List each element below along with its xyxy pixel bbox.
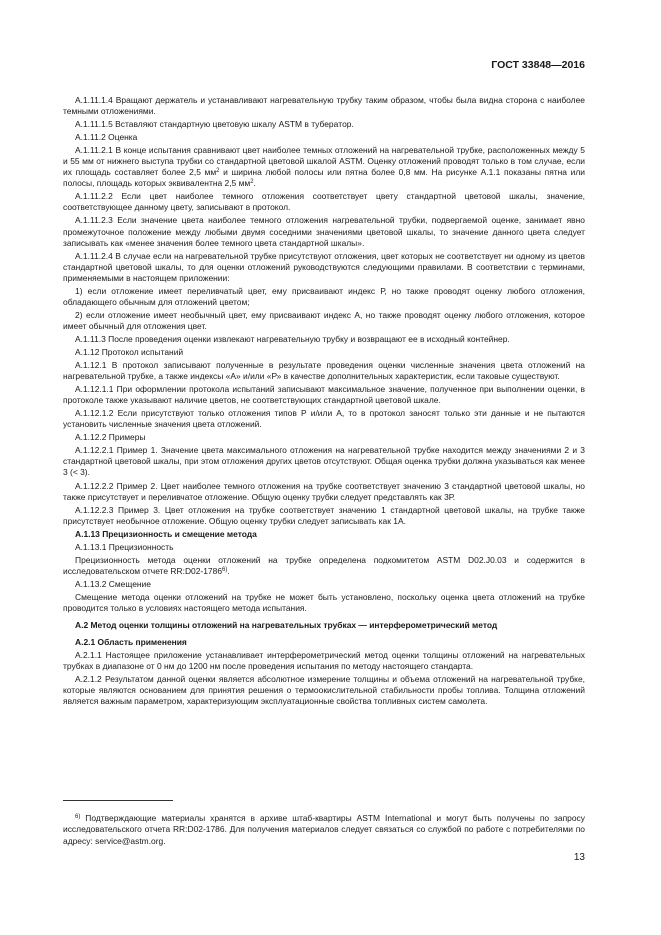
standard-code: ГОСТ 33848—2016 bbox=[491, 59, 585, 71]
text-run: Прецизионность метода оценки отложений на трубке определена подкомитетом ASTM D02.J0.03 и содержится в исследовательском отчете RR:D02-1786 bbox=[63, 554, 585, 576]
list-item: 2) если отложение имеет необычный цвет, ему присваивают индекс А, но также проводят оценку любого отложения, которое имеет обычный для отложения цвет. bbox=[63, 309, 585, 331]
footnote bbox=[63, 813, 585, 846]
paragraph: А.1.12.1.1 При оформлении протокола испытаний записывают максимальное значение, полученное при выполнении оценки, в протоколе также указывают наличие цветов, не соответствующих стандартной цветовой шкале. bbox=[63, 384, 585, 406]
text-run: . bbox=[253, 178, 256, 189]
paragraph: А.1.11.3 После проведения оценки извлекают нагревательную трубку и возвращают ее в исходный контейнер. bbox=[75, 333, 510, 344]
superscript: 2 bbox=[250, 179, 254, 186]
text-run: А.1.11.2.1 В конце испытания сравнивают цвет наиболее темных отложений на нагревательной трубке, расположенных между 5 и 55 мм от нижнего выступа трубки со стандартной цветовой шкалой ASTM. Оценку отложений проводят только в том случае, если их площадь составляет более 2,5 мм bbox=[63, 145, 585, 178]
paragraph: А.1.11.1.4 Вращают держатель и устанавливают нагревательную трубку таким образом, чтобы была видна сторона с наиболее темными отложениями. bbox=[63, 95, 585, 117]
paragraph: А.1.11.2.2 Если цвет наиболее темного отложения соответствует цвету стандартной цветовой шкалы, значение, соответствующее данному цвету, записывают в протокол. bbox=[63, 191, 585, 213]
footnote-text: Подтверждающие материалы хранятся в архиве штаб-квартиры ASTM International и могут быть получены по запросу исследовательского отчета RR:D02-1786. Для получения материалов следует связаться со службой по работе с потребителями по адресу: service@astm.org. bbox=[63, 813, 585, 846]
subheading: А.1.12.2 Примеры bbox=[75, 432, 146, 443]
subheading: А.1.12 Протокол испытаний bbox=[75, 346, 184, 357]
paragraph: А.1.12.2.3 Пример 3. Цвет отложения на трубке соответствует значению 1 стандартной цветовой шкалы, на трубке также присутствует необычное отложение. Общую оценку трубки следует записывать как 1А. bbox=[63, 504, 585, 526]
text-run: и ширина любой полосы или пятна более 0,8 мм. На рисунке А.1.1 показаны пятна или полосы, площадь которых эквивалентна 2,5 мм bbox=[63, 167, 586, 189]
superscript: 2 bbox=[216, 168, 220, 175]
paragraph bbox=[63, 555, 585, 577]
section-heading: А.2.1 Область применения bbox=[75, 637, 187, 648]
paragraph: А.1.12.1 В протокол записывают полученные в результате проведения оценки численные значения цвета отложений на нагревательной трубке, а также индексы «А» и/или «Р» в качестве дополнительных характеристик, если таковые существуют. bbox=[63, 360, 585, 382]
main-text bbox=[63, 95, 585, 709]
footnote-divider bbox=[63, 800, 173, 801]
paragraph: А.2.1.2 Результатом данной оценки является абсолютное измерение толщины и объема отложений на нагревательной трубке, которые являются основанием для принятия решения о термоокислительной стабильности пробы топлива. Толщина отложений является важным параметром, характеризующим эксплуатационные свойства топливных систем самолета. bbox=[63, 674, 585, 707]
page-number: 13 bbox=[573, 852, 585, 863]
section-heading: А.1.13 Прецизионность и смещение метода bbox=[75, 528, 257, 539]
footnote-ref: 6) bbox=[222, 566, 228, 573]
subheading: А.1.13.2 Смещение bbox=[75, 578, 151, 589]
paragraph: Смещение метода оценки отложений на трубке не может быть установлено, поскольку оценка цвета отложений на трубке проводится только в условиях настоящего метода испытания. bbox=[63, 591, 585, 613]
paragraph: А.1.11.2.3 Если значение цвета наиболее темного отложения нагревательной трубки, подвергаемой оценке, занимает явно промежуточное положение между любыми двумя соседними значениями цветовой шкалы, то значение данного цвета следует записывать как «менее значения более темного цвета стандартной шкалы». bbox=[63, 215, 585, 248]
footnote-mark: 6) bbox=[75, 814, 81, 821]
paragraph: А.1.11.2 Оценка bbox=[75, 132, 138, 143]
subheading: А.1.13.1 Прецизионность bbox=[75, 541, 174, 552]
paragraph: А.2.1.1 Настоящее приложение устанавливает интерферометрический метод оценки толщины отложений на нагревательных трубках в диапазоне от 0 нм до 1200 нм после проведения испытания по методу настоящего стандарта. bbox=[63, 650, 585, 672]
paragraph: А.1.12.2.1 Пример 1. Значение цвета максимального отложения на нагревательной трубке находится между значениями 2 и 3 стандартной цветовой шкалы, при этом отложения других цветов отсутствуют. Общая оценка трубки должна указываться как менее 3 (< 3). bbox=[63, 445, 585, 478]
text-run: . bbox=[227, 565, 230, 576]
section-heading: А.2 Метод оценки толщины отложений на нагревательных трубках — интерферометрический метод bbox=[75, 620, 498, 631]
paragraph: А.1.11.1.5 Вставляют стандартную цветовую шкалу ASTM в туберaтор. bbox=[75, 119, 354, 130]
paragraph: А.1.11.2.4 В случае если на нагревательной трубке присутствуют отложения, цвет которых не соответствует ни одному из цветов стандартной цветовой шкалы, то для оценки отложений руководствуются следующими правилами. В соответствии с терминами, применяемыми в настоящем приложении: bbox=[63, 250, 585, 283]
list-item: 1) если отложение имеет переливчатый цвет, ему присваивают индекс Р, но также проводят оценку любого отложения, обладающего обычным для отложений цветом; bbox=[63, 285, 585, 307]
paragraph: А.1.12.2.2 Пример 2. Цвет наиболее темного отложения на трубке соответствует значению 3 стандартной цветовой шкалы, но также присутствует и переливчатое отложение. Общую оценку трубки следует представлять как 3Р. bbox=[63, 480, 585, 502]
paragraph bbox=[63, 145, 585, 189]
paragraph: А.1.12.1.2 Если присутствуют только отложения типов Р и/или А, то в протокол заносят только эти данные и не пытаются установить численные значения цвета отложений. bbox=[63, 408, 585, 430]
